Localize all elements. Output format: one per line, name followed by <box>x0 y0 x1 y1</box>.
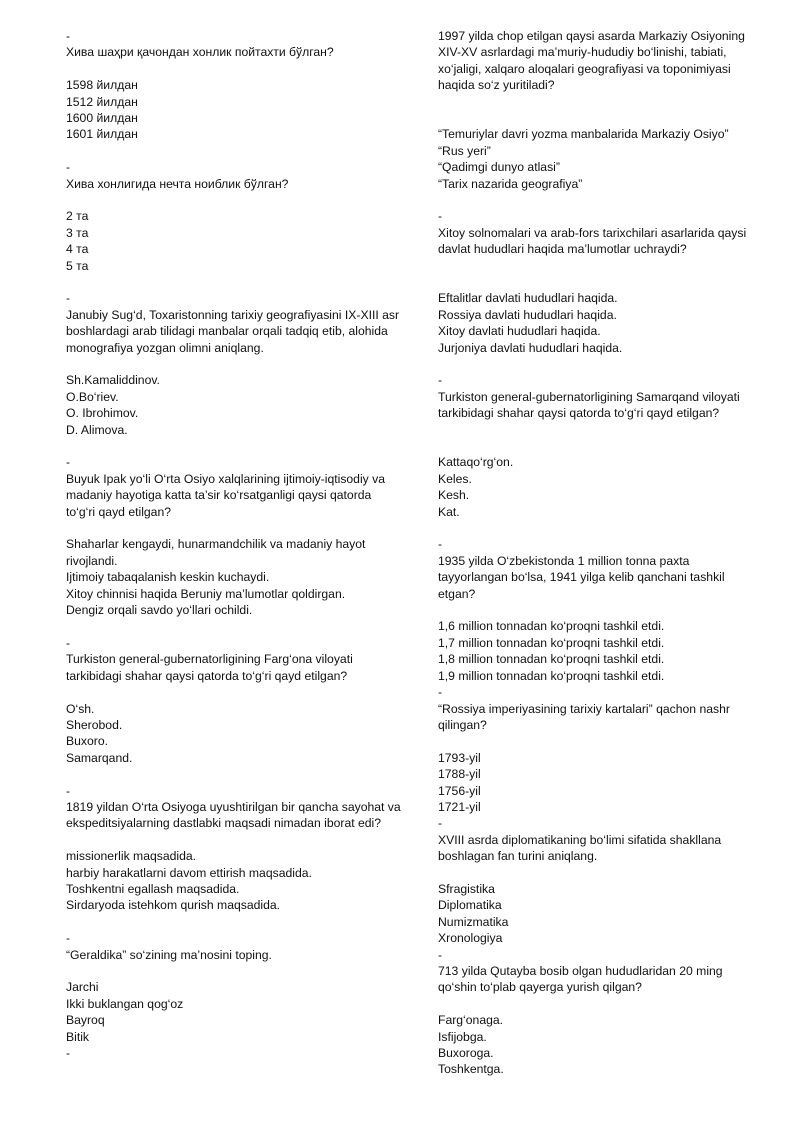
text-line <box>66 192 401 208</box>
text-line: 1935 yilda O‘zbekistonda 1 million tonna paxta tayyorlangan bo‘lsa, 1941 yilga kelib qanchani tashkil etgan? <box>438 553 725 601</box>
text-line: 1,7 million tonnadan ko‘proqni tashkil etdi. <box>438 635 665 650</box>
text-line: 3 та <box>66 225 89 240</box>
text-line <box>438 733 758 749</box>
text-line <box>66 356 401 372</box>
text-line: - <box>66 931 71 946</box>
text-line: - <box>66 455 71 470</box>
text-line <box>66 914 401 930</box>
text-line: Janubiy Sug‘d, Toxaristonning tarixiy geografiyasini IX-XIII asr boshlardagi arab tilidagi manbalar orqali tadqiq etib, alohida monografiya yozgan olimni aniqlang. <box>66 307 400 355</box>
text-line: - <box>438 373 443 388</box>
text-line <box>66 274 401 290</box>
text-line: Rossiya davlati hududlari haqida. <box>438 307 617 322</box>
text-line: - <box>438 209 443 224</box>
text-line: 1819 yildan O‘rta Osiyoga uyushtirilgan bir qancha sayohat va ekspeditsiyalarning dastlabki maqsadi nimadan iborat edi? <box>66 799 401 831</box>
text-line: Xitoy davlati hududlari haqida. <box>438 324 601 339</box>
text-line: Sherobod. <box>66 717 123 732</box>
text-line: 4 та <box>66 242 89 257</box>
text-line: 1598 йилдан <box>66 78 138 93</box>
text-line: Shaharlar kengaydi, hunarmandchilik va madaniy hayot rivojlandi. <box>66 537 366 568</box>
text-line: Turkiston general-gubernatorligining Samarqand viloyati tarkibidagi shahar qaysi qatorda to‘g‘ri qayd etilgan? <box>438 389 740 421</box>
text-line: Samarqand. <box>66 750 133 765</box>
text-line: “Temuriylar davri yozma manbalarida Markaziy Osiyo” <box>438 127 729 142</box>
text-line: - <box>438 537 443 552</box>
text-line <box>438 422 758 438</box>
text-line: Keles. <box>438 471 472 486</box>
text-line: Toshkentni egallash maqsadida. <box>66 881 240 896</box>
text-line: Jarchi <box>66 980 99 995</box>
text-line: Kattaqo‘rg‘on. <box>438 455 514 470</box>
text-line: harbiy harakatlarni davom ettirish maqsadida. <box>66 865 312 880</box>
text-line: Хива хонлигида нечта ноиблик бўлган? <box>66 176 289 191</box>
text-line: 1,6 million tonnadan ko‘proqni tashkil etdi. <box>438 619 665 634</box>
text-line: “Qadimgi dunyo atlasi” <box>438 160 560 175</box>
text-line: Xronologiya <box>438 931 503 946</box>
text-line <box>66 520 401 536</box>
text-line: 1512 йилдан <box>66 94 138 109</box>
text-line: 713 yilda Qutayba bosib olgan hududlaridan 20 ming qo‘shin to‘plab qayerga yurish qilgan? <box>438 963 723 995</box>
text-line: “Geraldika” so‘zining ma’nosini toping. <box>66 947 272 962</box>
text-line: Sh.Kamaliddinov. <box>66 373 160 388</box>
text-line <box>438 996 758 1012</box>
text-line <box>438 438 758 454</box>
text-line: Farg‘onaga. <box>438 1013 504 1028</box>
text-line <box>66 766 401 782</box>
text-line: - <box>66 635 71 650</box>
text-line <box>66 619 401 635</box>
text-line: - <box>438 816 443 831</box>
text-line: XVIII asrda diplomatikaning bo‘limi sifatida shakllana boshlagan fan turini aniqlang. <box>438 832 722 864</box>
text-line <box>438 192 758 208</box>
text-line: 1600 йилдан <box>66 111 138 126</box>
text-line: - <box>66 160 71 175</box>
text-line: Toshkentga. <box>438 1062 504 1077</box>
text-line <box>438 94 758 110</box>
text-line: 1,9 million tonnadan ko‘proqni tashkil etdi. <box>438 668 665 683</box>
text-line <box>438 602 758 618</box>
text-line: missionerlik maqsadida. <box>66 849 197 864</box>
text-line <box>438 356 758 372</box>
text-line <box>66 963 401 979</box>
text-line: O‘sh. <box>66 701 95 716</box>
text-line: Kat. <box>438 504 460 519</box>
text-line: “Rossiya imperiyasining tarixiy kartalari” qachon nashr qilingan? <box>438 701 730 732</box>
text-line: Eftalitlar davlati hududlari haqida. <box>438 291 618 306</box>
text-line: - <box>66 291 71 306</box>
text-line: “Tarix nazarida geografiya” <box>438 176 583 191</box>
text-line <box>438 520 758 536</box>
text-line: - <box>438 685 443 700</box>
text-line: 1601 йилдан <box>66 127 138 142</box>
text-line: O.Bo‘riev. <box>66 389 119 404</box>
text-line <box>66 684 401 700</box>
text-line: Numizmatika <box>438 914 509 929</box>
text-line: Buxoroga. <box>438 1045 494 1060</box>
text-line <box>438 865 758 881</box>
text-line: Isfijobga. <box>438 1029 487 1044</box>
text-line: O. Ibrohimov. <box>66 406 139 421</box>
text-line: D. Alimova. <box>66 422 128 437</box>
text-line <box>438 110 758 126</box>
text-line: 1997 yilda chop etilgan qaysi asarda Markaziy Osiyoning XIV-XV asrlardagi ma’muriy-hududiy bo‘linishi, tabiati, xo‘jaligi, xalqaro aloqalari geografiyasi va toponimiyasi haqida so‘z yuritiladi? <box>438 29 745 93</box>
text-line: Xitoy chinnisi haqida Beruniy ma’lumotlar qoldirgan. <box>66 586 346 601</box>
text-line: Kesh. <box>438 488 470 503</box>
text-line: Diplomatika <box>438 898 502 913</box>
text-line: Dengiz orqali savdo yo‘llari ochildi. <box>66 603 253 618</box>
text-line: 1721-yil <box>438 799 481 814</box>
text-line: Bayroq <box>66 1013 105 1028</box>
left-column <box>66 28 401 1061</box>
text-line: - <box>438 947 443 962</box>
text-line <box>66 438 401 454</box>
text-line: 1793-yil <box>438 750 481 765</box>
text-line: - <box>66 1045 71 1060</box>
text-line: Sirdaryoda istehkom qurish maqsadida. <box>66 898 281 913</box>
text-line: Ikki buklangan qog‘oz <box>66 996 184 1011</box>
text-line <box>66 832 401 848</box>
text-line: Jurjoniya davlati hududlari haqida. <box>438 340 623 355</box>
text-line: 5 та <box>66 258 89 273</box>
text-line: Buyuk Ipak yo‘li O‘rta Osiyo xalqlarining ijtimoiy-iqtisodiy va madaniy hayotiga katta ta’sir ko‘rsatganligi qaysi qatorda to‘g‘ri qayd etilgan? <box>66 471 386 519</box>
text-line: - <box>66 783 71 798</box>
text-line: “Rus yeri” <box>438 143 491 158</box>
text-line: Xitoy solnomalari va arab-fors tarixchilari asarlarida qaysi davlat hududlari haqida ma’lumotlar uchraydi? <box>438 225 747 257</box>
text-line <box>438 258 758 274</box>
text-line: 2 та <box>66 209 89 224</box>
text-line: Turkiston general-gubernatorligining Farg‘ona viloyati tarkibidagi shahar qaysi qatorda to‘g‘ri qayd etilgan? <box>66 652 353 683</box>
text-line: 1756-yil <box>438 783 481 798</box>
text-line: Buxoro. <box>66 734 109 749</box>
text-line: Bitik <box>66 1029 90 1044</box>
text-line: - <box>66 29 71 43</box>
right-column <box>438 28 758 1078</box>
text-line: Sfragistika <box>438 881 495 896</box>
text-line: Хива шаҳри қачондан хонлик пойтахти бўлган? <box>66 45 334 60</box>
text-line: 1,8 million tonnadan ko‘proqni tashkil etdi. <box>438 652 665 667</box>
text-line: 1788-yil <box>438 767 481 782</box>
text-line <box>66 143 401 159</box>
text-line: Ijtimoiy tabaqalanish keskin kuchaydi. <box>66 570 270 585</box>
text-line <box>66 61 401 77</box>
text-line <box>438 274 758 290</box>
